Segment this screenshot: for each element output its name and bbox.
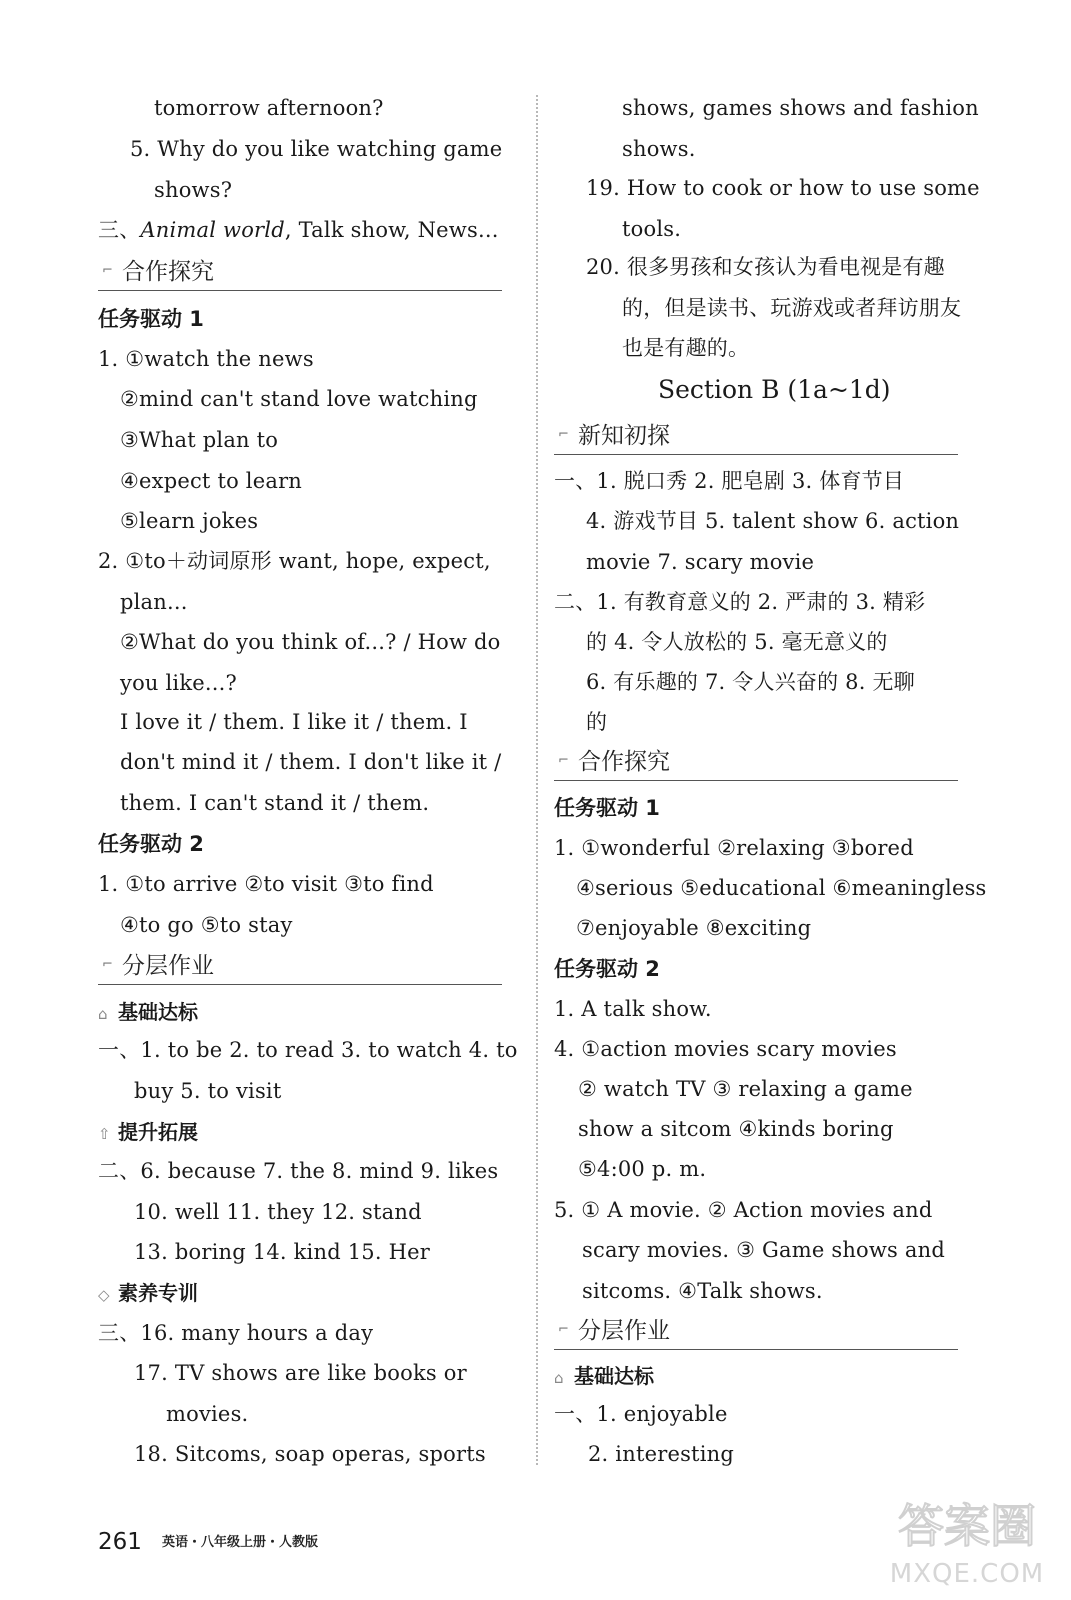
section-header [98,950,502,985]
corner-mark-icon: ⌐ [558,1322,569,1337]
subsection-heading: ⌂ 基础达标 [554,1362,654,1392]
answer-line: 也是有趣的。 [622,336,750,360]
answer-line: 二、6. because 7. the 8. mind 9. likes [98,1159,499,1183]
subsection-heading: ◇ 素养专训 [98,1279,198,1309]
svg-text:答案圈: 答案圈 [898,1499,1036,1553]
answer-line: tomorrow afternoon? [154,96,384,120]
answer-line: 10. well 11. they 12. stand [134,1200,422,1224]
answer-line: 5. ① A movie. ② Action movies and [554,1198,933,1222]
answer-line: 的，但是读书、玩游戏或者拜访朋友 [622,296,962,320]
corner-mark-icon: ⌐ [558,427,569,442]
answer-line: 18. Sitcoms, soap operas, sports [134,1442,486,1466]
corner-mark-icon: ⌐ [102,957,113,972]
answer-line: 20. 很多男孩和女孩认为看电视是有趣 [586,255,945,279]
answer-line: 19. How to cook or how to use some [586,176,980,200]
answer-line [98,216,499,244]
section-header [98,256,502,291]
section-title: 分层作业 [578,1318,670,1344]
answer-line: ④to go ⑤to stay [120,913,293,937]
answer-line: plan... [120,590,188,614]
corner-mark-icon: ⌐ [558,753,569,768]
answer-line: 6. 有乐趣的 7. 令人兴奋的 8. 无聊 [586,670,915,694]
section-title: 合作探究 [578,749,670,775]
answer-line: ②What do you think of...? / How do [120,630,501,654]
answer-line: 13. boring 14. kind 15. Her [134,1240,430,1264]
answer-line: ③What plan to [120,428,279,452]
watermark-logo [872,1490,1062,1590]
answer-line: scary movies. ③ Game shows and [582,1238,945,1262]
section-title: 新知初探 [578,423,670,449]
answer-line: ④expect to learn [120,469,303,493]
answer-line: 二、1. 有教育意义的 2. 严肃的 3. 精彩 [554,590,926,614]
corner-mark-icon: ⌐ [102,263,113,278]
answer-line: 1. ①wonderful ②relaxing ③bored [554,836,914,860]
page-number: 261 [98,1529,142,1555]
answer-line: them. I can't stand it / them. [120,791,430,815]
subsection-heading: ⇧ 提升拓展 [98,1118,198,1148]
answer-line: 三、16. many hours a day [98,1321,374,1345]
answer-line: you like...? [120,671,237,695]
answer-line: 一、1. to be 2. to read 3. to watch 4. to [98,1038,518,1062]
answer-line: don't mind it / them. I don't like it / [120,750,502,774]
answer-line: ⑦enjoyable ⑧exciting [576,916,812,940]
answer-line: show a sitcom ④kinds boring [578,1117,894,1141]
section-header [554,1315,958,1350]
column-divider [536,95,538,1465]
answer-line: 1. A talk show. [554,997,712,1021]
answer-line: shows? [154,178,233,202]
subsection-heading: ⌂ 基础达标 [98,998,198,1028]
answer-line: 的 [586,710,608,734]
answer-line: 1. ①to arrive ②to visit ③to find [98,872,434,896]
answer-line: ②mind can't stand love watching [120,387,478,411]
section-title: 分层作业 [122,953,214,979]
section-title: 合作探究 [122,259,214,285]
arrow-up-icon: ⇧ [98,1125,111,1143]
task-heading: 任务驱动 1 [98,307,204,331]
answer-line: movie 7. scary movie [586,550,815,574]
svg-text:MXQE.COM: MXQE.COM [889,1559,1045,1589]
answer-rest: , Talk show, News... [284,218,499,242]
answer-line: shows, games shows and fashion [622,96,979,120]
answer-line: 4. ①action movies scary movies [554,1037,897,1061]
answer-line: I love it / them. I like it / them. I [120,710,468,734]
answer-line: ⑤learn jokes [120,509,259,533]
answer-line: sitcoms. ④Talk shows. [582,1279,823,1303]
answer-line: 2. ①to＋动词原形 want, hope, expect, [98,549,491,573]
gem-icon: ◇ [98,1286,110,1304]
lock-icon: ⌂ [98,1005,108,1023]
task-heading: 任务驱动 1 [554,796,660,820]
answer-line: 一、1. 脱口秀 2. 肥皂剧 3. 体育节目 [554,469,905,493]
section-header [554,746,958,781]
answer-line: 2. interesting [588,1442,734,1466]
task-heading: 任务驱动 2 [554,957,660,981]
answer-line: 的 4. 令人放松的 5. 毫无意义的 [586,630,888,654]
answer-line: ② watch TV ③ relaxing a game [578,1077,913,1101]
task-heading: 任务驱动 2 [98,832,204,856]
answer-line: 1. ①watch the news [98,347,314,371]
answer-line: shows. [622,137,696,161]
lock-icon: ⌂ [554,1369,564,1387]
section-header [554,420,958,455]
answer-line: 一、1. enjoyable [554,1402,728,1426]
answer-line: buy 5. to visit [134,1079,282,1103]
answer-line: movies. [166,1402,249,1426]
answer-prefix: 三、 [98,218,141,242]
section-b-heading: Section B (1a~1d) [658,375,891,404]
answer-line: tools. [622,217,682,241]
answer-line: ⑤4:00 p. m. [578,1157,707,1181]
answer-italic: Animal world [140,218,285,242]
answer-line: ④serious ⑤educational ⑥meaningless [576,876,987,900]
answer-line: 5. Why do you like watching game [130,137,503,161]
answer-line: 4. 游戏节目 5. talent show 6. action [586,509,960,533]
book-title: 英语・八年级上册・人教版 [162,1535,319,1550]
answer-line: 17. TV shows are like books or [134,1361,467,1385]
